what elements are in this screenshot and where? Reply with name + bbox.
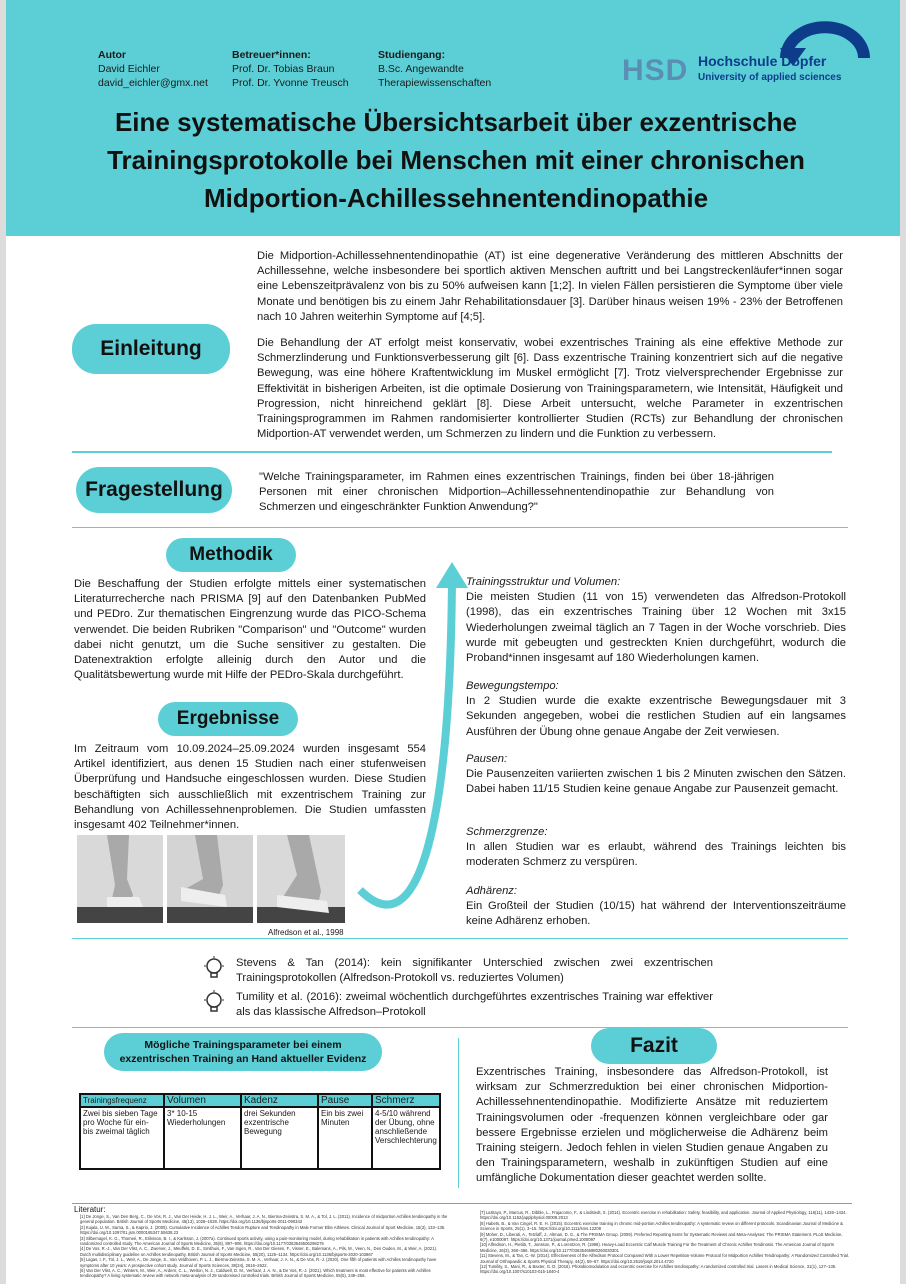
author-label: Autor xyxy=(98,49,126,61)
program-2: Therapiewissenschaften xyxy=(378,77,492,89)
divider xyxy=(72,938,848,939)
result-tempo xyxy=(466,679,846,740)
table-cell: drei Sekunden exzentrische Bewegung xyxy=(241,1107,318,1169)
einleitung-paragraph-2: Die Behandlung der AT erfolgt meist konservativ, wobei exzentrisches Training als eine effektive Methode zur Schmerzlinderung und Funktionsverbesserung gilt [6]. Dass exzentrische Training konzentriert sich auf die negative Bewegung, was eine höhere Kraftentwicklung im Muskel ermöglicht [7]. Trotz vielversprechender Ergebnisse zur Effektivität in bisherigen Arbeiten, ist die optimale Dosierung von Trainingsparametern, wie Intensität, Häufigkeit und Progression, nicht hinreichend geklärt [8]. Diese Arbeit untersucht, welche Parameter in exzentrischen Trainingsprogrammen im Rahmen randomisierter kontrollierter Studien (RCTs) zur Behandlung der chronischen Midportion-AT verwendet werden, um Schmerzen zu lindern und die Funktion zu verbessern. xyxy=(257,337,843,441)
table-cell: 3* 10-15 Wiederholungen xyxy=(164,1107,241,1169)
column-header: Pause xyxy=(318,1094,372,1107)
result-text: Die meisten Studien (11 von 15) verwendeten das Alfredson-Protokoll (1998), das ein exzentrisches Training über 12 Wochen mit 3x15 Wiederholungen zweimal täglich an 7 Tagen in der Woche vorschrieb. Dies wurde mit gebeugten und gestreckten Knien durchgeführt, wodurch die Proband*innen insgesamt auf 180 Wiederholungen kamen. xyxy=(466,591,846,665)
program-1: B.Sc. Angewandte xyxy=(378,63,464,75)
logo-abbreviation: HSD xyxy=(622,54,689,87)
reference-item: [11] Stevens, M., & Tan, C.-W. (2014). Effectiveness of the Alfredson Protocol Compared With a Lower Repetition-Volume Protocol for Midportion Achilles Tendinopathy: A Randomized Controlled Trial. Journal of Orthopaedic & Sports Physical Therapy, 44(2), 59–67. https://doi.org/10.2519/jospt.2014.4720 xyxy=(480,1253,850,1264)
einleitung-heading: Einleitung xyxy=(72,324,230,374)
author-block xyxy=(98,48,208,90)
table-cell: Ein bis zwei Minuten xyxy=(318,1107,372,1169)
reference-item: [1] De Jonge, S., Van Den Berg, C., De Vos, R. J., Van Der Heide, H. J. L., Weir, A., Verhaar, J. A. N., Bierma-Zeinstra, S. M. A., & Tol, J. L. (2011). Incidence of midportion Achilles tendinopathy in the general population. British Journal of Sports Medicine, 45(13), 1026–1028. https://doi.org/10.1136/bjsports-2011-090342 xyxy=(80,1214,448,1225)
reference-item: [12] Tumility, S., Mani, R., & Baxter, G. D. (2016). Photobiomodulation and eccentric exercise for Achilles tendinopathy: A randomized controlled trial. Lasers in Medical Science, 31(1), 127–135. https://doi.org/10.1007/s10103-015-1840-4 xyxy=(480,1264,837,1275)
alfredson-exercise-photos xyxy=(77,835,347,925)
table-cell: Zwei bis sieben Tage pro Woche für ein- bis zweimal täglich xyxy=(80,1107,164,1169)
logo-name: Hochschule Döpfer xyxy=(698,53,827,69)
divider xyxy=(458,1038,459,1188)
result-pauses xyxy=(466,752,846,798)
reference-item: [4] De Vos, R.-J., Van Der Vlist, A. C., Zwerver, J., Meuffels, D. E., Smithuis, F., Van Ingen, R., Van Der Giesen, F., Visser, E., Balemans, A., Pils, M., Veen, N., Den Ouden, M., & Weir, A. (2021). Dutch multidisciplinary guideline on Achilles tendinopathy. British Journal of Sports Medicine, 55(20), 1125–1134. https://doi.org/10.1136/bjsports-2020-103867 xyxy=(80,1246,438,1257)
ergebnisse-heading: Ergebnisse xyxy=(158,702,298,736)
image-caption: Alfredson et al., 1998 xyxy=(268,928,344,937)
divider xyxy=(72,451,832,453)
author-email: david_eichler@gmx.net xyxy=(98,77,208,89)
fazit-text: Exzentrisches Training, insbesondere das Alfredson-Protokoll, ist wirksam zur Schmerzreduktion bei einer chronischen Midportion-Achillessehnentendinopathie. Modifizierte Ansätze mit reduziertem Trainingsvolumen oder -frequenzen können vergleichbare oder gar bessere Ergebnisse erzielen und möglicherweise die Adhärenz beim Training steigern. Jedoch fehlen in vielen Studien genaue Angaben zu den Trainingsparametern, weshalb in zukünftigen Studien auf eine umfängliche Dokumentation dieser geachtet werden sollte. xyxy=(476,1066,828,1185)
reference-item: [7] LaStayo, P., Marcus, R., Dibble, L., Frajacomo, F., & Lindstedt, S. (2014). Eccentric exercise in rehabilitation: Safety, feasibility, and application. Journal of Applied Physiology, 116(11), 1426–1434. https://doi.org/10.1152/japplphysiol.00008.2013 xyxy=(480,1210,847,1221)
title-line-2: Trainingsprotokolle bei Menschen mit einer chronischen xyxy=(107,145,805,175)
result-text: Ein Großteil der Studien (10/15) hat während der Interventionszeiträume keine Adhärenz erhoben. xyxy=(466,900,846,928)
fragestellung-heading: Fragestellung xyxy=(76,467,232,513)
params-heading-line-2: exzentrischen Training an Hand aktueller Evidenz xyxy=(119,1053,367,1065)
result-label: Bewegungstempo: xyxy=(466,680,559,692)
poster-header xyxy=(6,0,900,236)
fazit-heading: Fazit xyxy=(591,1028,717,1064)
supervisor-1: Prof. Dr. Tobias Braun xyxy=(232,63,335,75)
logo-name-block xyxy=(698,54,841,85)
params-table xyxy=(79,1093,441,1170)
column-header: Kadenz xyxy=(241,1094,318,1107)
divider xyxy=(72,1203,852,1204)
table-header-row xyxy=(80,1094,440,1107)
program-block xyxy=(378,48,491,90)
references-left xyxy=(80,1214,448,1279)
arrow-icon xyxy=(340,560,480,920)
supervisor-label: Betreuer*innen: xyxy=(232,49,311,61)
poster-title xyxy=(36,103,876,217)
title-line-1: Eine systematische Übersichtsarbeit über exzentrische xyxy=(114,107,798,137)
lightbulb-icon xyxy=(201,989,227,1015)
reference-item: [3] Silbernagel, K. G., Thomeé, R., Eriksson, B. I., & Karlsson, J. (2007a). Continued sports activity, using a pain-monitoring model, during rehabilitation in patients with Achilles tendinopathy: A randomized controlled study. The American Journal of Sports Medicine, 35(6), 897–906. https://doi.org/10.1177/0363546506298279 xyxy=(80,1235,434,1247)
reference-item: [2] Kujala, U. M., Sarna, S., & Kaprio, J. (2005). Cumulative Incidence of Achilles Tendon Rupture and Tendinopathy in Male Former Elite Athletes. Clinical Journal of Sport Medicine, 15(3), 133–135. https://doi.org/10.1097/01.jsm.0000165347.55638.23 xyxy=(80,1224,446,1236)
reference-item: [10] Alfredson, H., Pietilä, T., Jonsson, P., & Lorentzon, R. (1998). Heavy-Load Eccentric Calf Muscle Training For the Treatment of Chronic Achilles Tendinosis. The American Journal of Sports Medicine, 26(3), 360–366. https://doi.org/10.1177/03635465980260030301 xyxy=(480,1242,834,1253)
result-text: In 2 Studien wurde die exakte exzentrische Bewegungsdauer mit 3 Sekunden angegeben, wobei die restlichen Studien auf ein langsames Ausführen der Übung ohne genaue Angabe der Zeit verwiesen. xyxy=(466,695,846,738)
result-adherence xyxy=(466,884,846,930)
result-text: In allen Studien war es erlaubt, während des Trainings leichten bis moderaten Schmerz zu verspüren. xyxy=(466,841,846,869)
supervisor-2: Prof. Dr. Yvonne Treusch xyxy=(232,77,349,89)
table-row xyxy=(80,1107,440,1169)
literatur-label: Literatur: xyxy=(74,1205,106,1214)
methodik-text: Die Beschaffung der Studien erfolgte mittels einer systematischen Literaturrecherche nach PRISMA [9] auf den Datenbanken PubMed und PEDro. Zur thematischen Eingrenzung wurde das PICO-Schema verwendet. Die beiden Rubriken "Comparison" und "Outcome" wurden dabei nicht genutzt, um die Suche sensitiver zu gestalten. Die Datenextraktion erfolgte alleinig durch den Autor und die Qualitätsbewertung wurde mit Hilfe der PEDro-Skala durchgeführt. xyxy=(74,578,426,682)
result-training-structure xyxy=(466,575,846,666)
references-right xyxy=(480,1210,850,1275)
reference-item: [9] Moher, D., Liberati, A., Tetzlaff, J., Altman, D. G., & The PRISMA Group. (2009). Preferred Reporting Items for Systematic Reviews and Meta-Analyses: The PRISMA Statement. PLoS Medicine, 6(7), e1000097. https://doi.org/10.1371/journal.pmed.1000097 xyxy=(480,1231,843,1243)
lightbulb-icon xyxy=(201,955,227,981)
reference-item: [8] Habets, B., & Van Cingel, R. E. H. (2015). Eccentric exercise training in chronic mid-portion Achilles tendinopathy: A systematic review on different protocols. Scandinavian Journal of Medicine & Science in Sports, 25(1), 3–15. https://doi.org/10.1111/sms.12208 xyxy=(480,1220,843,1232)
result-pain-limit xyxy=(466,825,846,871)
evidence-tumility: Tumility et al. (2016): zweimal wöchentlich durchgeführtes exzentrisches Training war effektiver als das klassische Alfredson–Protokoll xyxy=(236,991,713,1019)
reference-item: [5] Lagas, I. F., Tol, J. L., Weir, A., De Jonge, S., Van Veldhoven, P. L. J., Bierma-Zeinstra, S. M. A., Verhaar, J. A. N., & De Vos, R.-J. (2020). One fifth of patients with Achilles tendinopathy have symptoms after 10 years: A prospective cohort study. Journal of Sports Sciences, 38(24), 2616–2622. xyxy=(80,1257,437,1268)
result-label: Schmerzgrenze: xyxy=(466,826,548,838)
result-text: Die Pausenzeiten variierten zwischen 1 bis 2 Minuten zwischen den Sätzen. Dabei haben 11/15 Studien keine genaue Angabe zur Pausenzeit gemacht. xyxy=(466,768,846,796)
params-heading xyxy=(104,1033,382,1071)
result-label: Adhärenz: xyxy=(466,885,517,897)
logo-subtitle: University of applied sciences xyxy=(698,72,842,83)
column-header: Trainingsfrequenz xyxy=(80,1094,164,1107)
params-heading-line-1: Mögliche Trainingsparameter bei einem xyxy=(144,1039,342,1051)
evidence-stevens-tan: Stevens & Tan (2014): kein signifikanter Unterschied zwischen zwei exzentrischen Trainingsprotokollen (Alfredson-Protokoll vs. reduziertes Volumen) xyxy=(236,957,713,985)
program-label: Studiengang: xyxy=(378,49,446,61)
reference-item: [6] Van Der Vlist, A. C., Winters, M., Weir, A., Ardern, C. L., Welton, N. J., Caldwell, D. M., Verhaar, J. A. N., & De Vos, R.-J. (2021). Which treatment is most effective for patients with Achilles tendinopathy? A living systematic review with network meta-analysis of 29 randomised controlled trials. British Journal of Sports Medicine, 55(5), 249–256. xyxy=(80,1268,431,1279)
einleitung-paragraph-1: Die Midportion-Achillessehnentendinopathie (AT) ist eine degenerative Veränderung des mittleren Abschnitts der Achillessehne, welche insbesondere bei sportlich aktiven Menschen auftritt und bei Langstreckenläufer*innen sogar eine Lebenszeitprävalenz von bis zu 50% aufweisen kann [1;2]. In vielen Fällen persistieren die Symptome über viele Monate und benötigen bis zu einem Jahr Rehabilitationsdauer [3]. Darüber hinaus weisen 19% - 23% der Betroffenen nach 10 Jahren weiterhin Symptome auf [4;5]. xyxy=(257,250,843,323)
result-label: Trainingsstruktur und Volumen: xyxy=(466,576,621,588)
divider xyxy=(72,527,848,528)
poster xyxy=(6,0,900,1284)
column-header: Volumen xyxy=(164,1094,241,1107)
result-label: Pausen: xyxy=(466,753,508,765)
ergebnisse-text: Im Zeitraum vom 10.09.2024–25.09.2024 wurden insgesamt 554 Artikel identifiziert, aus denen 15 Studien nach einer stufenweisen Überprüfung und Handsuche eingeschlossen wurden. Diese Studien beschäftigten sich ausschließlich mit exzentrischem Training zur Behandlung von Achillessehnenproblemen. Die Studien umfassten insgesamt 402 Teilnehmer*innen. xyxy=(74,743,426,832)
column-header: Schmerz xyxy=(372,1094,440,1107)
supervisor-block xyxy=(232,48,349,90)
author-name: David Eichler xyxy=(98,63,160,75)
methodik-heading: Methodik xyxy=(166,538,296,572)
table-cell: 4-5/10 während der Übung, ohne anschließende Verschlechterung xyxy=(372,1107,440,1169)
title-line-3: Midportion-Achillessehnentendinopathie xyxy=(203,183,709,213)
research-question: "Welche Trainingsparameter, im Rahmen eines exzentrischen Trainings, finden bei über 18-jährigen Personen mit einer chronischen Midportion–Achillessehnentendinopathie zur Behandlung von Schmerzen und eingeschränkter Funktion Anwendung?" xyxy=(259,471,774,514)
divider xyxy=(72,1027,848,1028)
